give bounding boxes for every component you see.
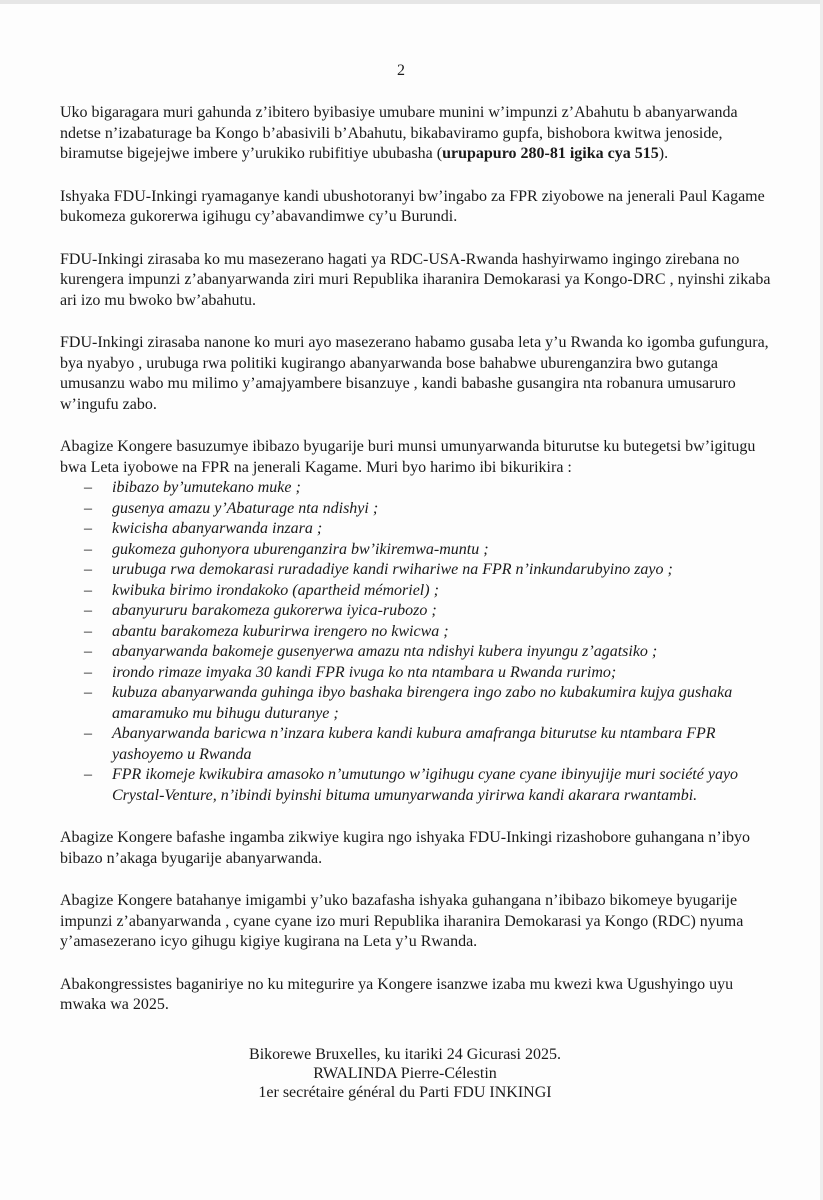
dash-marker: – xyxy=(84,622,92,640)
paragraph-text: Uko bigaragara muri gahunda z’ibitero byibasiye umubare munini w’impunzi z’Abahutu b abanyarwanda ndetse n’izabaturage ba Kongo b’abasivili b’Abahutu, bikabaviramo gupfa, bishobora kwitwa jenoside, biramutse bigejejwe imbere y’urukiko rubifitiye ububasha ( xyxy=(60,104,738,162)
signature-name: RWALINDA Pierre-Célestin xyxy=(313,1065,497,1082)
paragraph-text-end: ). xyxy=(658,145,669,162)
paragraph-next-congress: Abakongressistes baganiriye no ku mitegurire ya Kongere isanzwe izaba mu kwezi kwa Ugushyingo uyu mwaka wa 2025. xyxy=(60,975,734,1013)
list-item xyxy=(84,765,782,806)
dash-marker: – xyxy=(84,479,92,496)
page-number: 2 xyxy=(397,62,405,79)
dash-marker: – xyxy=(84,540,92,558)
list-item-text: Abanyarwanda baricwa n’inzara kubera kandi kubura amafranga biturutse ku ntambara FPR yashoyemo u Rwanda xyxy=(112,725,716,763)
report-citation: urupapuro 280-81 igika cya 515 xyxy=(442,145,659,162)
page-top-edge xyxy=(0,0,823,4)
dash-marker: – xyxy=(84,725,92,742)
list-item-text: FPR ikomeje kwikubira amasoko n’umutungo w’igihugu cyane cyane ibinyujije muri société yayo Crystal-Venture, n’ibindi byinshi bituma umunyarwanda yirirwa kandi akarara rwantambi. xyxy=(112,766,739,804)
list-item-text: urubuga rwa demokarasi ruradadiye kandi rwihariwe na FPR n’inkundarubyino zayo ; xyxy=(112,561,673,578)
list-item xyxy=(84,499,782,520)
list-item xyxy=(84,622,782,643)
list-item xyxy=(84,642,782,663)
list-item-text: abanyarwanda bakomeje gusenyerwa amazu nta ndishyi kubera inyungu z’agatsiko ; xyxy=(112,643,658,660)
list-item xyxy=(84,540,782,561)
list-item-text: gukomeza guhonyora uburenganzira bw’ikiremwa-muntu ; xyxy=(112,540,489,558)
dash-marker: – xyxy=(84,684,92,701)
paragraph-refugees-rdc: Abagize Kongere batahanye imigambi y’uko bazafasha ishyaka guhangana n’ibibazo bikomeye byugarije impunzi z’abanyarwanda , cyane cyane izo muri Republika iharanira Demokarasi ya Kongo (RDC) nyuma y’amasezerano icyo gihugu kigiye kugirana na Leta y’u Rwanda. xyxy=(60,892,744,950)
dash-marker: – xyxy=(84,581,92,599)
paragraph-list-intro: Abagize Kongere basuzumye ibibazo byugarije buri munsi umunyarwanda biturutse ku butegetsi bw’igitugu bwa Leta iyobowe na FPR na jenerali Kagame. Muri byo harimo ibi bikurikira : xyxy=(60,438,756,476)
list-item xyxy=(84,519,782,540)
signature-place-date: Bikorewe Bruxelles, ku itariki 24 Gicurasi 2025. xyxy=(249,1046,561,1063)
paragraph-political-space: FDU-Inkingi zirasaba nanone ko muri ayo masezerano habamo gusaba leta y’u Rwanda ko igomba gufungura, bya nyabyo , urubuga rwa politiki kugirango abanyarwanda bose bahabwe uburenganzira bwo gutanga umusanzu wabo mu milimo y’amajyambere bisanzuye , kandi babashe gusangira nta robanura umusaruro w’ingufu zabo. xyxy=(60,334,769,413)
list-item xyxy=(84,663,782,684)
dash-marker: – xyxy=(84,602,92,619)
signature-title: 1er secrétaire général du Parti FDU INKINGI xyxy=(258,1084,552,1101)
dash-marker: – xyxy=(84,520,92,537)
list-item-text: abantu barakomeza kuburirwa irengero no kwicwa ; xyxy=(112,622,449,640)
dash-marker: – xyxy=(84,663,92,681)
dash-marker: – xyxy=(84,499,92,517)
list-item xyxy=(84,724,782,765)
paragraph-genocide-report xyxy=(60,103,782,165)
list-item-text: kubuza abanyarwanda guhinga ibyo bashaka birengera ingo zabo no kubakumira kujya gushaka amaramuko mu bihugu duturanye ; xyxy=(112,684,733,722)
list-item-text: kwicisha abanyarwanda inzara ; xyxy=(112,520,323,537)
list-item xyxy=(84,581,782,602)
list-item-text: kwibuka birimo irondakoko (apartheid mémoriel) ; xyxy=(112,581,439,599)
dash-marker: – xyxy=(84,766,92,783)
dash-marker: – xyxy=(84,643,92,660)
list-item xyxy=(84,683,782,724)
dash-marker: – xyxy=(84,561,92,578)
list-item-text: gusenya amazu y’Abaturage nta ndishyi ; xyxy=(112,499,379,517)
signature-block xyxy=(170,1045,640,1102)
list-item xyxy=(84,478,782,499)
list-item xyxy=(84,601,782,622)
list-item xyxy=(84,560,782,581)
document-body xyxy=(60,103,782,1038)
list-item-text: irondo rimaze imyaka 30 kandi FPR ivuga ko nta ntambara u Rwanda rurimo; xyxy=(112,663,617,681)
paragraph-refugees-agreement: FDU-Inkingi zirasaba ko mu masezerano hagati ya RDC-USA-Rwanda hashyirwamo ingingo zirebana no kurengera impunzi z’abanyarwanda ziri muri Republika iharanira Demokarasi ya Kongo-DRC , nyinshi zikaba ari izo mu bwoko bw’abahutu. xyxy=(60,250,771,309)
list-item-text: ibibazo by’umutekano muke ; xyxy=(112,479,301,496)
paragraph-burundi: Ishyaka FDU-Inkingi ryamaganye kandi ubushotoranyi bw’ingabo za FPR ziyobowe na jenerali Paul Kagame bukomeza gukorerwa igihugu cy’abavandimwe cy’u Burundi. xyxy=(60,187,765,225)
grievances-list xyxy=(60,478,782,806)
list-item-text: abanyururu barakomeza gukorerwa iyica-rubozo ; xyxy=(112,602,437,619)
paragraph-measures: Abagize Kongere bafashe ingamba zikwiye kugira ngo ishyaka FDU-Inkingi rizashobore guhangana n’ibyo bibazo n’akaga byugarije abanyarwanda. xyxy=(60,829,751,867)
